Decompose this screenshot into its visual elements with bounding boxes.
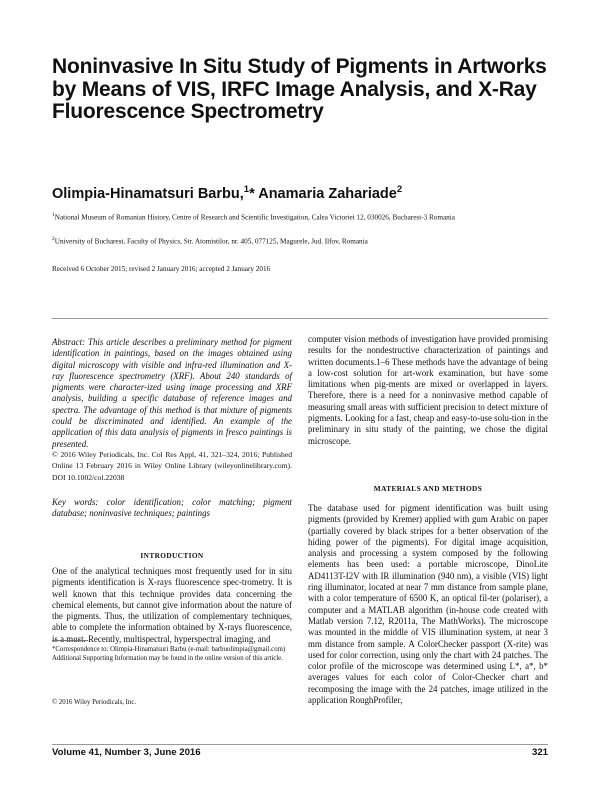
- abstract: Abstract: This article describes a preliminary method for pigment identification in paintings, based on the images obtained using digital microscopy with visible and infra-red illumination and X-ray fluorescence spectrometry (XRF). About 240 standards of pigments were character-ized using image processing and XRF analysis, building a specific database of reference images and spectra. The advantage of this method is that mixture of pigments could be discriminated and identified. An example of the application of this data analysis of pigments in fresco paintings is presented.: [52, 337, 292, 449]
- page-number: 321: [531, 747, 548, 758]
- header-divider: [52, 318, 548, 319]
- author-line: [52, 184, 402, 202]
- correspondence-marker: *: [249, 185, 255, 202]
- received-dates: Received 6 October 2015; revised 2 January 2016; accepted 2 January 2016: [52, 265, 271, 273]
- author-name: Olimpia-Hinamatsuri Barbu,: [52, 185, 244, 202]
- author-name: Anamaria Zahariade: [258, 185, 397, 202]
- introduction-continued-text: computer vision methods of investigation have provided promising results for the nondestructive characterization of paintings and written documents.1–6 These methods have the advantage of being a low-cost solution for art-work examination, but have some limitations when pig-ments are mixed or overlapped in layers. Therefore, there is a need for a noninvasive method capable of measuring small areas with sufficient precision to detect mixture of pigments. Looking for a fast, cheap and easy-to-use solu-tion in the preliminary in situ study of the painting, we chose the digital microscope.: [308, 334, 548, 446]
- affiliation-sup: 2: [52, 236, 55, 242]
- footnote: *Correspondence to: Olimpia-Hinamatsuri Barbu (e-mail: barbuolimpia@gmail.com) Additional Supporting Information may be found in the online version of this article.: [52, 646, 286, 663]
- affiliation-text: National Museum of Romanian History, Centre of Research and Scientific Investigation, Calea Victoriei 12, 030026, Bucharest-3 Romania: [54, 213, 455, 222]
- article-title: Noninvasive In Situ Study of Pigments in Artworks by Means of VIS, IRFC Image Analysis, and X-Ray Fluorescence Spectrometry: [52, 55, 547, 123]
- introduction-text: One of the analytical techniques most frequently used for in situ pigments identification is X-rays fluorescence spec-trometry. It is well known that this technique provides data concerning the chemical elements, but cannot give information about the nature of the pigments. Thus, the utilization of complementary techniques, able to complete the information obtained by X-rays fluorescence, is a must. Recently, multispectral, hyperspectral imaging, and: [52, 566, 292, 644]
- section-heading-methods: MATERIALS AND METHODS: [373, 484, 483, 493]
- section-heading-introduction: INTRODUCTION: [140, 551, 204, 560]
- affiliation-1: [52, 212, 455, 221]
- copyright-line: © 2016 Wiley Periodicals, Inc.: [52, 699, 137, 706]
- footer-divider: [52, 744, 548, 745]
- citation: © 2016 Wiley Periodicals, Inc. Col Res Appl, 41, 321–324, 2016; Published Online 13 February 2016 in Wiley Online Library (wileyonlinelibrary.com). DOI 10.1002/col.22038: [52, 450, 292, 482]
- affiliation-sup: 1: [52, 212, 55, 218]
- keywords: Key words: color identification; color matching; pigment database; noninvasive techniques; paintings: [52, 497, 292, 519]
- footnote-divider: [52, 640, 88, 641]
- journal-issue: Volume 41, Number 3, June 2016: [52, 747, 201, 758]
- affiliation-marker: 2: [396, 184, 403, 195]
- methods-text: The database used for pigment identification was built using pigments (provided by Kremer) applied with gum Arabic on paper (partially covered by black stripes for a better observation of the hiding power of the pigments). For digital image acquisition, analysis and processing a system composed by the following elements has been used: a portable microscope, DinoLite AD4113T-I2V with IR illumination (940 nm), a visible (VIS) light ring illuminator, located at near 7 mm distance from sample plane, with a color temperature of 6500 K, an optical fil-ter (polariser), a computer and a MATLAB algorithm (in-house code created with Matlab version 7.12, R2011a, The MathWorks). The microscope was mounted in the middle of VIS illumination system, at near 3 mm distance from sample. A ColorChecker passport (X-rite) was used for color correction, using only the chart with 24 patches. The color profile of the microscope was determined using L*, a*, b* averages values for each color of Color-Checker chart and recomposing the image with the 24 patches, image utilized in the application RoughProfiler,: [308, 503, 548, 706]
- affiliation-marker: 1: [243, 184, 250, 195]
- affiliation-2: [52, 236, 368, 245]
- affiliation-text: University of Bucharest, Faculty of Physics, Str. Atomistilor, nr. 405, 077125, Magurele, Jud. Ilfov, Romania: [54, 237, 368, 246]
